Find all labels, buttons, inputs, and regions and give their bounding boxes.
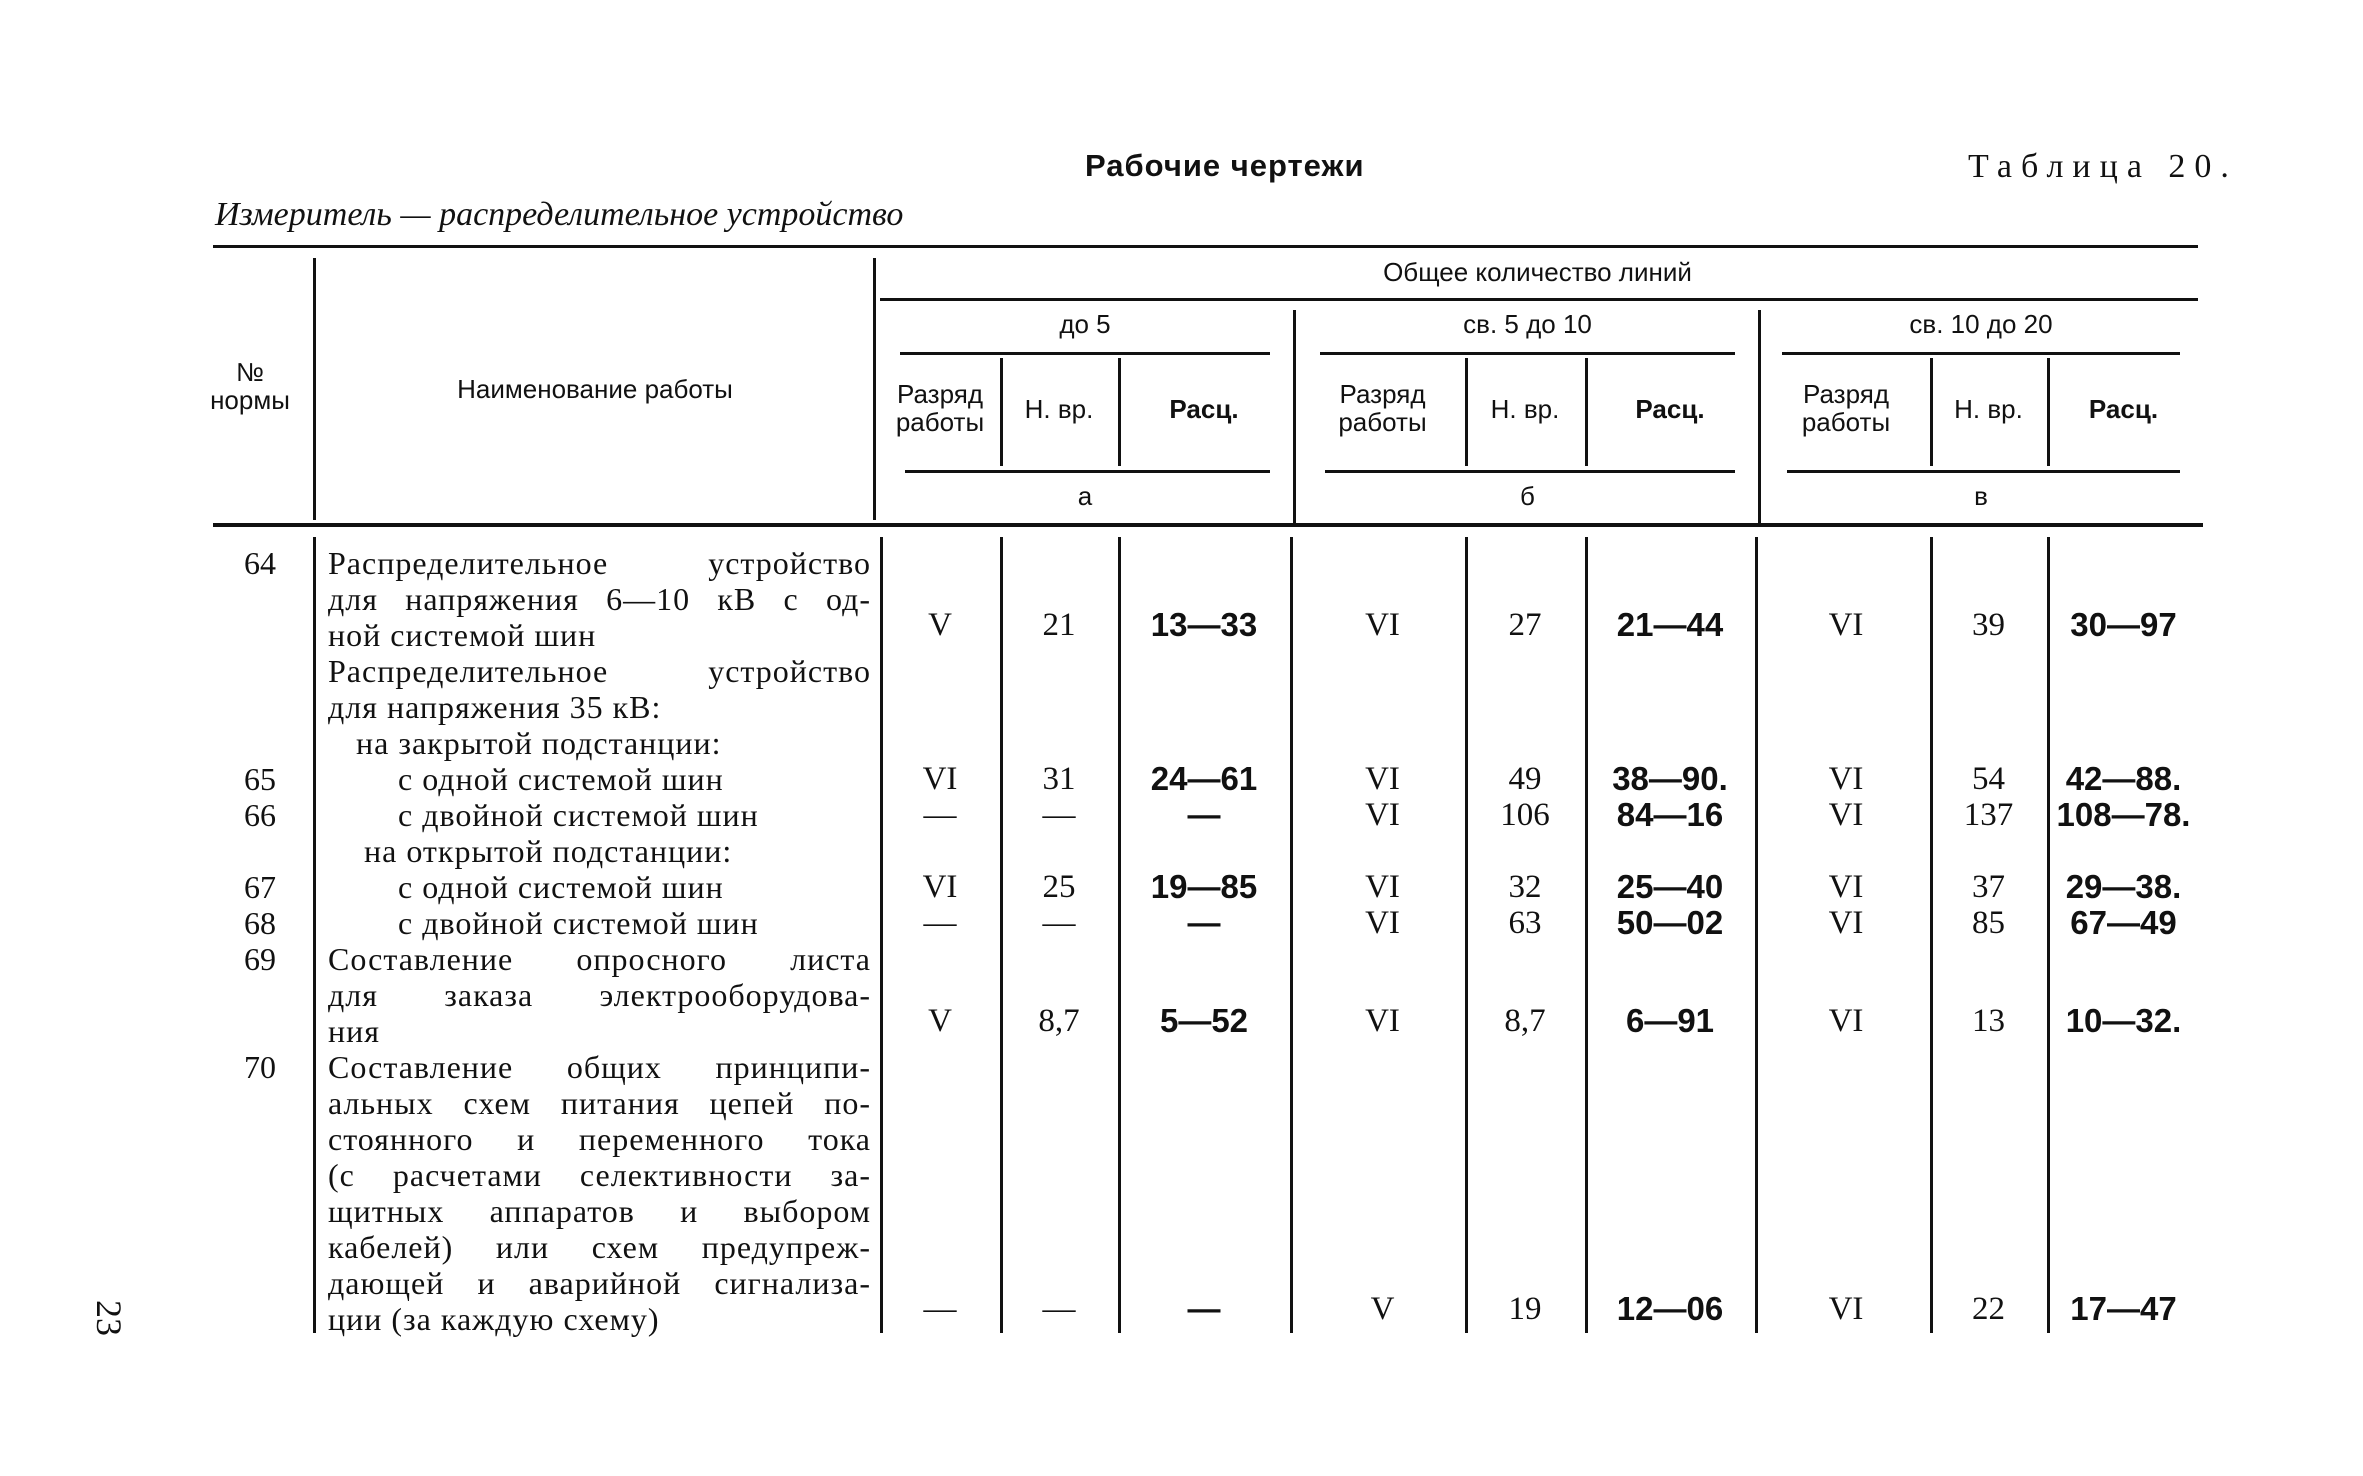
header-bottom-rule — [213, 523, 2203, 527]
rank-cell: VI — [1828, 1003, 1864, 1039]
subhdr-price-1: Расц. — [1169, 394, 1239, 424]
group-divider-2 — [1758, 310, 1761, 525]
work-description-line — [328, 1193, 871, 1229]
group-letter-3: в — [1974, 481, 1988, 511]
price-cell: 108—78. — [2056, 796, 2191, 833]
rank-cell: — — [923, 797, 957, 833]
time-cell: — — [1042, 905, 1076, 941]
work-description-text: с одной системой шин — [398, 761, 724, 797]
price-cell: 17—47 — [2070, 1290, 2177, 1327]
norm-number: 65 — [244, 761, 276, 797]
time-cell: 106 — [1500, 797, 1550, 833]
time-cell: 137 — [1963, 797, 2014, 833]
work-description-line — [364, 833, 871, 869]
work-description-line — [328, 1265, 871, 1301]
price-cell: 38—90. — [1612, 760, 1728, 797]
rank-cell: V — [928, 1003, 952, 1039]
work-description-line — [328, 1085, 871, 1121]
subhdr-price-3: Расц. — [2088, 394, 2159, 424]
work-description-text: альных схем питания цепей по- — [328, 1085, 871, 1121]
header-norm-word: нормы — [210, 385, 290, 415]
work-description-text: ции (за каждую схему) — [328, 1301, 660, 1337]
work-description-line — [328, 1013, 871, 1049]
work-description-line — [328, 545, 871, 581]
work-description-line — [328, 1229, 871, 1265]
group-divider-1 — [1293, 310, 1296, 525]
rank-cell: V — [928, 607, 952, 643]
work-description-line — [398, 869, 871, 905]
work-description-text: на открытой подстанции: — [364, 833, 733, 869]
page-number: 23 — [89, 1300, 129, 1336]
work-description-line — [398, 905, 871, 941]
work-description-text: Составление общих принципи- — [328, 1049, 871, 1085]
subhdr-rank-1 — [880, 380, 1000, 436]
work-description-line — [328, 581, 871, 617]
time-cell: 49 — [1508, 761, 1542, 797]
header-work-name: Наименование работы — [457, 374, 733, 404]
time-cell: 19 — [1508, 1291, 1542, 1327]
norm-number: 67 — [244, 869, 276, 905]
subhdr-divider-a-2 — [1465, 358, 1468, 466]
norm-number: 68 — [244, 905, 276, 941]
time-cell: 63 — [1508, 905, 1542, 941]
group-range-rule-1 — [900, 352, 1270, 355]
subhdr-time-2: Н. вр. — [1490, 394, 1560, 424]
work-description-text: Распределительное устройство — [328, 653, 871, 689]
price-cell: — — [1187, 796, 1221, 833]
rank-cell: V — [1370, 1291, 1395, 1327]
work-description-line — [398, 761, 871, 797]
work-description-text: щитных аппаратов и выбором — [328, 1193, 871, 1229]
price-cell: 42—88. — [2065, 760, 2182, 797]
group-range-rule-3 — [1782, 352, 2180, 355]
price-cell: 19—85 — [1150, 868, 1258, 905]
body-divider-5 — [1290, 537, 1293, 1333]
rank-cell: — — [923, 1291, 957, 1327]
rank-cell: — — [923, 905, 957, 941]
rank-cell: VI — [1365, 761, 1400, 797]
time-cell: 85 — [1972, 905, 2005, 941]
work-description-line — [328, 689, 871, 725]
group-letter-1: а — [1077, 481, 1093, 511]
work-description-line — [328, 1121, 871, 1157]
time-cell: 54 — [1972, 761, 2005, 797]
header-divider-1 — [313, 258, 316, 520]
time-cell: — — [1042, 1291, 1076, 1327]
work-description-text: ния — [328, 1013, 380, 1049]
subhdr-rule-3 — [1787, 470, 2180, 473]
rank-cell: VI — [1828, 905, 1864, 941]
price-cell: 6—91 — [1625, 1002, 1715, 1039]
header-norm-no — [195, 358, 305, 414]
work-description-text: для напряжения 6—10 кВ с од- — [328, 581, 871, 617]
rank-cell: VI — [1828, 797, 1864, 833]
work-description-line — [328, 1049, 871, 1085]
group-range-3: св. 10 до 20 — [1909, 309, 2053, 339]
group-range-1: до 5 — [1059, 309, 1111, 339]
rank-cell: VI — [1365, 797, 1400, 833]
work-description-text: для заказа электрооборудова- — [328, 977, 871, 1013]
subhdr-time-3: Н. вр. — [1954, 394, 2023, 424]
time-cell: 8,7 — [1504, 1003, 1546, 1039]
table-label: Таблица 20. — [1968, 148, 2238, 185]
subhdr-rank-line1: Разряд — [1803, 379, 1889, 409]
work-description-line — [328, 977, 871, 1013]
subhdr-divider-a-1 — [1000, 358, 1003, 466]
work-description-text: на закрытой подстанции: — [356, 725, 722, 761]
work-description-text: с двойной системой шин — [398, 797, 759, 833]
subhdr-rank-3 — [1762, 380, 1930, 436]
price-cell: 24—61 — [1150, 760, 1258, 797]
work-description-text: для напряжения 35 кВ: — [328, 689, 662, 725]
work-description-text: Составление опросного листа — [328, 941, 871, 977]
work-description-text: Распределительное устройство — [328, 545, 871, 581]
rank-cell: VI — [922, 869, 958, 905]
subhdr-rank-line1: Разряд — [897, 379, 983, 409]
work-description-line — [328, 941, 871, 977]
work-description-line — [328, 1157, 871, 1193]
work-description-text: ной системой шин — [328, 617, 597, 653]
price-cell: 13—33 — [1150, 606, 1258, 643]
work-description-line — [328, 1301, 871, 1337]
subhdr-divider-b-1 — [1118, 358, 1121, 466]
header-divider-2 — [873, 258, 876, 520]
time-cell: 8,7 — [1038, 1003, 1080, 1039]
rank-cell: VI — [1365, 869, 1400, 905]
price-cell: 30—97 — [2070, 606, 2177, 643]
group-range-rule-2 — [1320, 352, 1735, 355]
rank-cell: VI — [1828, 869, 1864, 905]
time-cell: 31 — [1042, 761, 1076, 797]
price-cell: 12—06 — [1616, 1290, 1724, 1327]
time-cell: 39 — [1972, 607, 2005, 643]
time-cell: 32 — [1508, 869, 1542, 905]
time-cell: 13 — [1972, 1003, 2005, 1039]
subhdr-rank-line2: работы — [1338, 407, 1427, 437]
subhdr-rank-line2: работы — [895, 407, 985, 437]
work-description-text: (с расчетами селективности за- — [328, 1157, 871, 1193]
rank-cell: VI — [1828, 607, 1864, 643]
work-description-text: с одной системой шин — [398, 869, 724, 905]
time-cell: 22 — [1972, 1291, 2005, 1327]
norm-number: 64 — [244, 545, 276, 581]
time-cell: — — [1042, 797, 1076, 833]
subhdr-time-1: Н. вр. — [1024, 394, 1094, 424]
rank-cell: VI — [1828, 761, 1864, 797]
work-description-text: дающей и аварийной сигнализа- — [328, 1265, 871, 1301]
price-cell: — — [1187, 904, 1221, 941]
group-range-2: св. 5 до 10 — [1463, 309, 1592, 339]
work-description-line — [328, 653, 871, 689]
meter-caption: Измеритель — распределительное устройство — [215, 196, 904, 233]
work-description-line — [328, 617, 871, 653]
price-cell: 50—02 — [1616, 904, 1724, 941]
subhdr-rank-line2: работы — [1801, 407, 1891, 437]
work-description-text: с двойной системой шин — [398, 905, 759, 941]
page-title: Рабочие чертежи — [1085, 148, 1365, 183]
body-divider-8 — [1755, 537, 1758, 1333]
subhdr-rule-1 — [905, 470, 1270, 473]
rank-cell: VI — [922, 761, 958, 797]
price-cell: 67—49 — [2070, 904, 2177, 941]
header-rule-total — [880, 298, 2198, 301]
rank-cell: VI — [1828, 1291, 1864, 1327]
work-description-line — [398, 797, 871, 833]
subhdr-rank-line1: Разряд — [1339, 379, 1426, 409]
subhdr-divider-b-2 — [1585, 358, 1588, 466]
price-cell: 84—16 — [1616, 796, 1724, 833]
price-cell: 29—38. — [2065, 868, 2182, 905]
price-cell: 21—44 — [1616, 606, 1724, 643]
subhdr-divider-a-3 — [1930, 358, 1933, 466]
work-description-text: кабелей) или схем предупреж- — [328, 1229, 871, 1265]
header-total-lines: Общее количество линий — [1383, 257, 1692, 287]
subhdr-rule-2 — [1325, 470, 1735, 473]
price-cell: 25—40 — [1616, 868, 1724, 905]
norm-number: 69 — [244, 941, 276, 977]
rank-cell: VI — [1365, 1003, 1400, 1039]
rank-cell: VI — [1365, 905, 1400, 941]
time-cell: 25 — [1042, 869, 1076, 905]
header-norm-no-symbol: № — [236, 357, 264, 387]
subhdr-rank-2 — [1300, 380, 1465, 436]
subhdr-divider-b-3 — [2047, 358, 2050, 466]
work-description-line — [356, 725, 871, 761]
group-letter-2: б — [1520, 481, 1535, 511]
subhdr-price-2: Расц. — [1635, 394, 1705, 424]
body-divider-1 — [313, 537, 316, 1333]
table-top-rule — [213, 245, 2198, 248]
work-description-text: стоянного и переменного тока — [328, 1121, 871, 1157]
time-cell: 37 — [1972, 869, 2005, 905]
rank-cell: VI — [1365, 607, 1400, 643]
price-cell: 5—52 — [1159, 1002, 1249, 1039]
price-cell: 10—32. — [2065, 1002, 2182, 1039]
norm-number: 70 — [244, 1049, 276, 1085]
time-cell: 27 — [1508, 607, 1542, 643]
price-cell: — — [1187, 1290, 1221, 1327]
time-cell: 21 — [1042, 607, 1076, 643]
norm-number: 66 — [244, 797, 276, 833]
